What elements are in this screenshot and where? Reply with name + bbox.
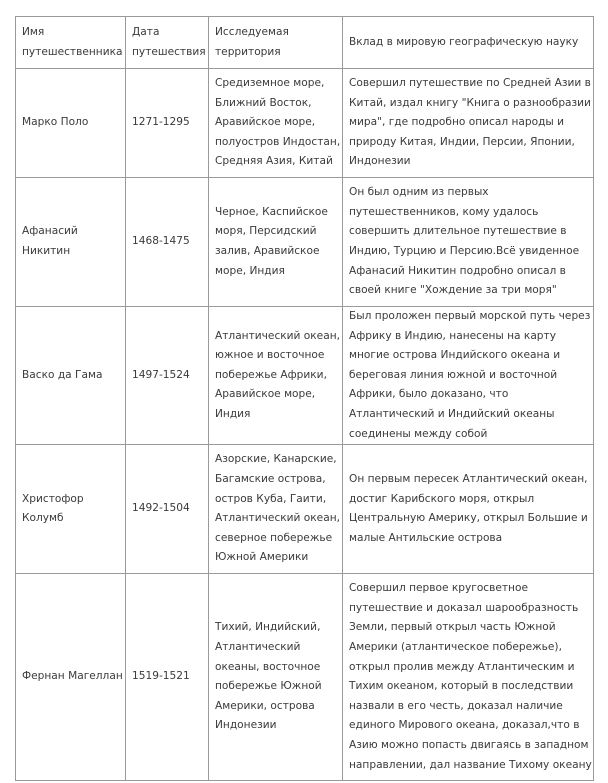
- table-header-row: [16, 17, 594, 69]
- cell-name: Афанасий Никитин: [16, 178, 126, 307]
- cell-territory: Атлантический океан, южное и восточное побережье Африки, Аравийское море, Индия: [209, 307, 343, 445]
- cell-contribution: Он первым пересек Атлантический океан, достиг Карибского моря, открыл Центральную Америку, открыл Большие и малые Антильские острова: [343, 445, 594, 574]
- cell-contribution: Совершил первое кругосветное путешествие и доказал шарообразность Земли, первый открыл часть Южной Америки (атлантическое побережье), открыл пролив между Атлантическим и Тихим океаном, который в последствии назвали в его честь, доказал наличие единого Мирового океана, доказал,что в Азию можно попасть двигаясь в западном направлении, дал название Тихому океану: [343, 574, 594, 781]
- cell-territory: Тихий, Индийский, Атлантический океаны, восточное побережье Южной Америки, острова Индонезии: [209, 574, 343, 781]
- cell-date: 1519-1521: [126, 574, 209, 781]
- cell-contribution: Был проложен первый морской путь через Африку в Индию, нанесены на карту многие острова Индийского океана и береговая линия южной и восточной Африки, было доказано, что Атлантический и Индийский океаны соединены между собой: [343, 307, 594, 445]
- cell-territory: Азорские, Канарские, Багамские острова, остров Куба, Гаити, Атлантический океан, северное побережье Южной Америки: [209, 445, 343, 574]
- table-row: [16, 574, 594, 781]
- header-date: Дата путешествия: [126, 17, 209, 69]
- cell-date: 1492-1504: [126, 445, 209, 574]
- cell-date: 1497-1524: [126, 307, 209, 445]
- cell-territory: Черное, Каспийское моря, Персидский залив, Аравийское море, Индия: [209, 178, 343, 307]
- cell-date: 1271-1295: [126, 69, 209, 178]
- header-name: Имя путешественника: [16, 17, 126, 69]
- cell-contribution: Он был одним из первых путешественников, кому удалось совершить длительное путешествие в Индию, Турцию и Персию.Всё увиденное Афанасий Никитин подробно описал в своей книге "Хождение за три моря": [343, 178, 594, 307]
- table-row: [16, 307, 594, 445]
- table-row: [16, 69, 594, 178]
- cell-territory: Средиземное море, Ближний Восток, Аравийское море, полуостров Индостан, Средняя Азия, Китай: [209, 69, 343, 178]
- cell-name: Фернан Магеллан: [16, 574, 126, 781]
- cell-name: Васко да Гама: [16, 307, 126, 445]
- header-contribution: Вклад в мировую географическую науку: [343, 17, 594, 69]
- cell-name: Христофор Колумб: [16, 445, 126, 574]
- travelers-table: [15, 16, 594, 781]
- cell-contribution: Совершил путешествие по Средней Азии в Китай, издал книгу "Книга о разнообразии мира", где подробно описал народы и природу Китая, Индии, Персии, Японии, Индонезии: [343, 69, 594, 178]
- cell-date: 1468-1475: [126, 178, 209, 307]
- header-territory: Исследуемая территория: [209, 17, 343, 69]
- table-row: [16, 178, 594, 307]
- table-row: [16, 445, 594, 574]
- cell-name: Марко Поло: [16, 69, 126, 178]
